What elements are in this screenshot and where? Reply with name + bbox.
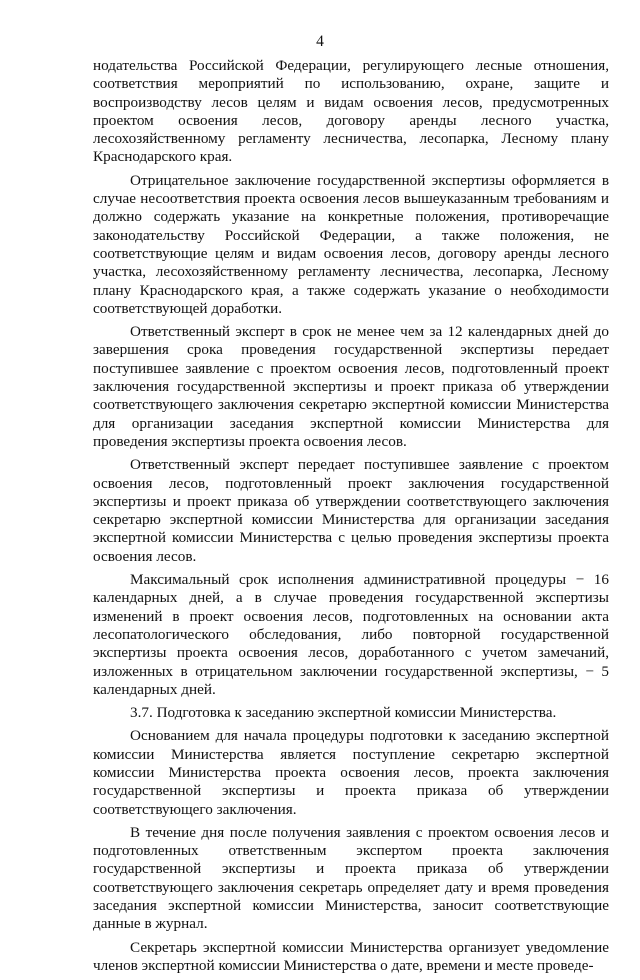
paragraph-expert-deadline: Ответственный эксперт в срок не менее чем за 12 календарных дней до завершения срока проведения государственной экспертизы передает поступившее заявление с проектом освоения лесов, подготовленный проект заключения государственной экспертизы и проект приказа об утверждении соответствующего заключения секретарю экспертной комиссии Министерства для организации заседания экспертной комиссии Министерства для проведения экспертизы проекта освоения лесов. xyxy=(93,323,609,450)
section-heading-3-7: 3.7. Подготовка к заседанию экспертной комиссии Министерства. xyxy=(130,704,557,722)
paragraph-secretary-notify: Секретарь экспертной комиссии Министерства организует уведомление членов экспертной комиссии Министерства о дате, времени и месте проведе- xyxy=(93,938,609,974)
document-body xyxy=(93,57,609,980)
paragraph-continuation: нодательства Российской Федерации, регулирующего лесные отношения, соответствия мероприятий по использованию, охране, защите и воспроизводству лесов целям и видам освоения лесов, предусмотренных проектом освоения лесов, договору аренды лесного участка, лесохозяйственному регламенту лесничества, лесопарка, Лесному плану Краснодарского края. xyxy=(93,57,609,166)
paragraph-max-duration: Максимальный срок исполнения административной процедуры − 16 календарных дней, а в случае проведения государственной экспертизы изменений в проект освоения лесов, подготовленных на основании акта лесопатологического обследования, либо повторной государственной экспертизы проекта освоения лесов, доработанного с учетом замечаний, изложенных в отрицательном заключении государственной экспертизы, − 5 календарных дней. xyxy=(93,571,609,698)
paragraph-secretary-schedule: В течение дня после получения заявления с проектом освоения лесов и подготовленных ответственным экспертом проекта заключения государственной экспертизы и проекта приказа об утверждении соответствующего заключения секретарь определяет дату и время проведения заседания экспертной комиссии Министерства, заносит соответствующие данные в журнал. xyxy=(93,823,609,933)
paragraph-procedure-basis: Основанием для начала процедуры подготовки к заседанию экспертной комиссии Министерства является поступление секретарю экспертной комиссии Министерства проекта освоения лесов, проекта заключения государственной экспертизы и проекта приказа об утверждении соответствующего заключения. xyxy=(93,727,609,818)
paragraph-expert-transfer: Ответственный эксперт передает поступившее заявление с проектом освоения лесов, подготовленный проект заключения государственной экспертизы и проект приказа об утверждении соответствующего заключения секретарю экспертной комиссии Министерства для организации заседания экспертной комиссии Министерства с целью проведения экспертизы проекта освоения лесов. xyxy=(93,456,609,565)
page-number: 4 xyxy=(316,33,324,50)
paragraph-negative-conclusion: Отрицательное заключение государственной экспертизы оформляется в случае несоответствия проекта освоения лесов вышеуказанным требованиям и должно содержать указание на конкретные положения, противоречащие законодательству Российской Федерации, а также положения, не соответствующие целям и видам освоения лесов, договору аренды лесного участка, лесохозяйственному регламенту лесничества, лесопарка, Лесному плану Краснодарского края, а также содержать указание о необходимости соответствующей доработки. xyxy=(93,171,609,317)
